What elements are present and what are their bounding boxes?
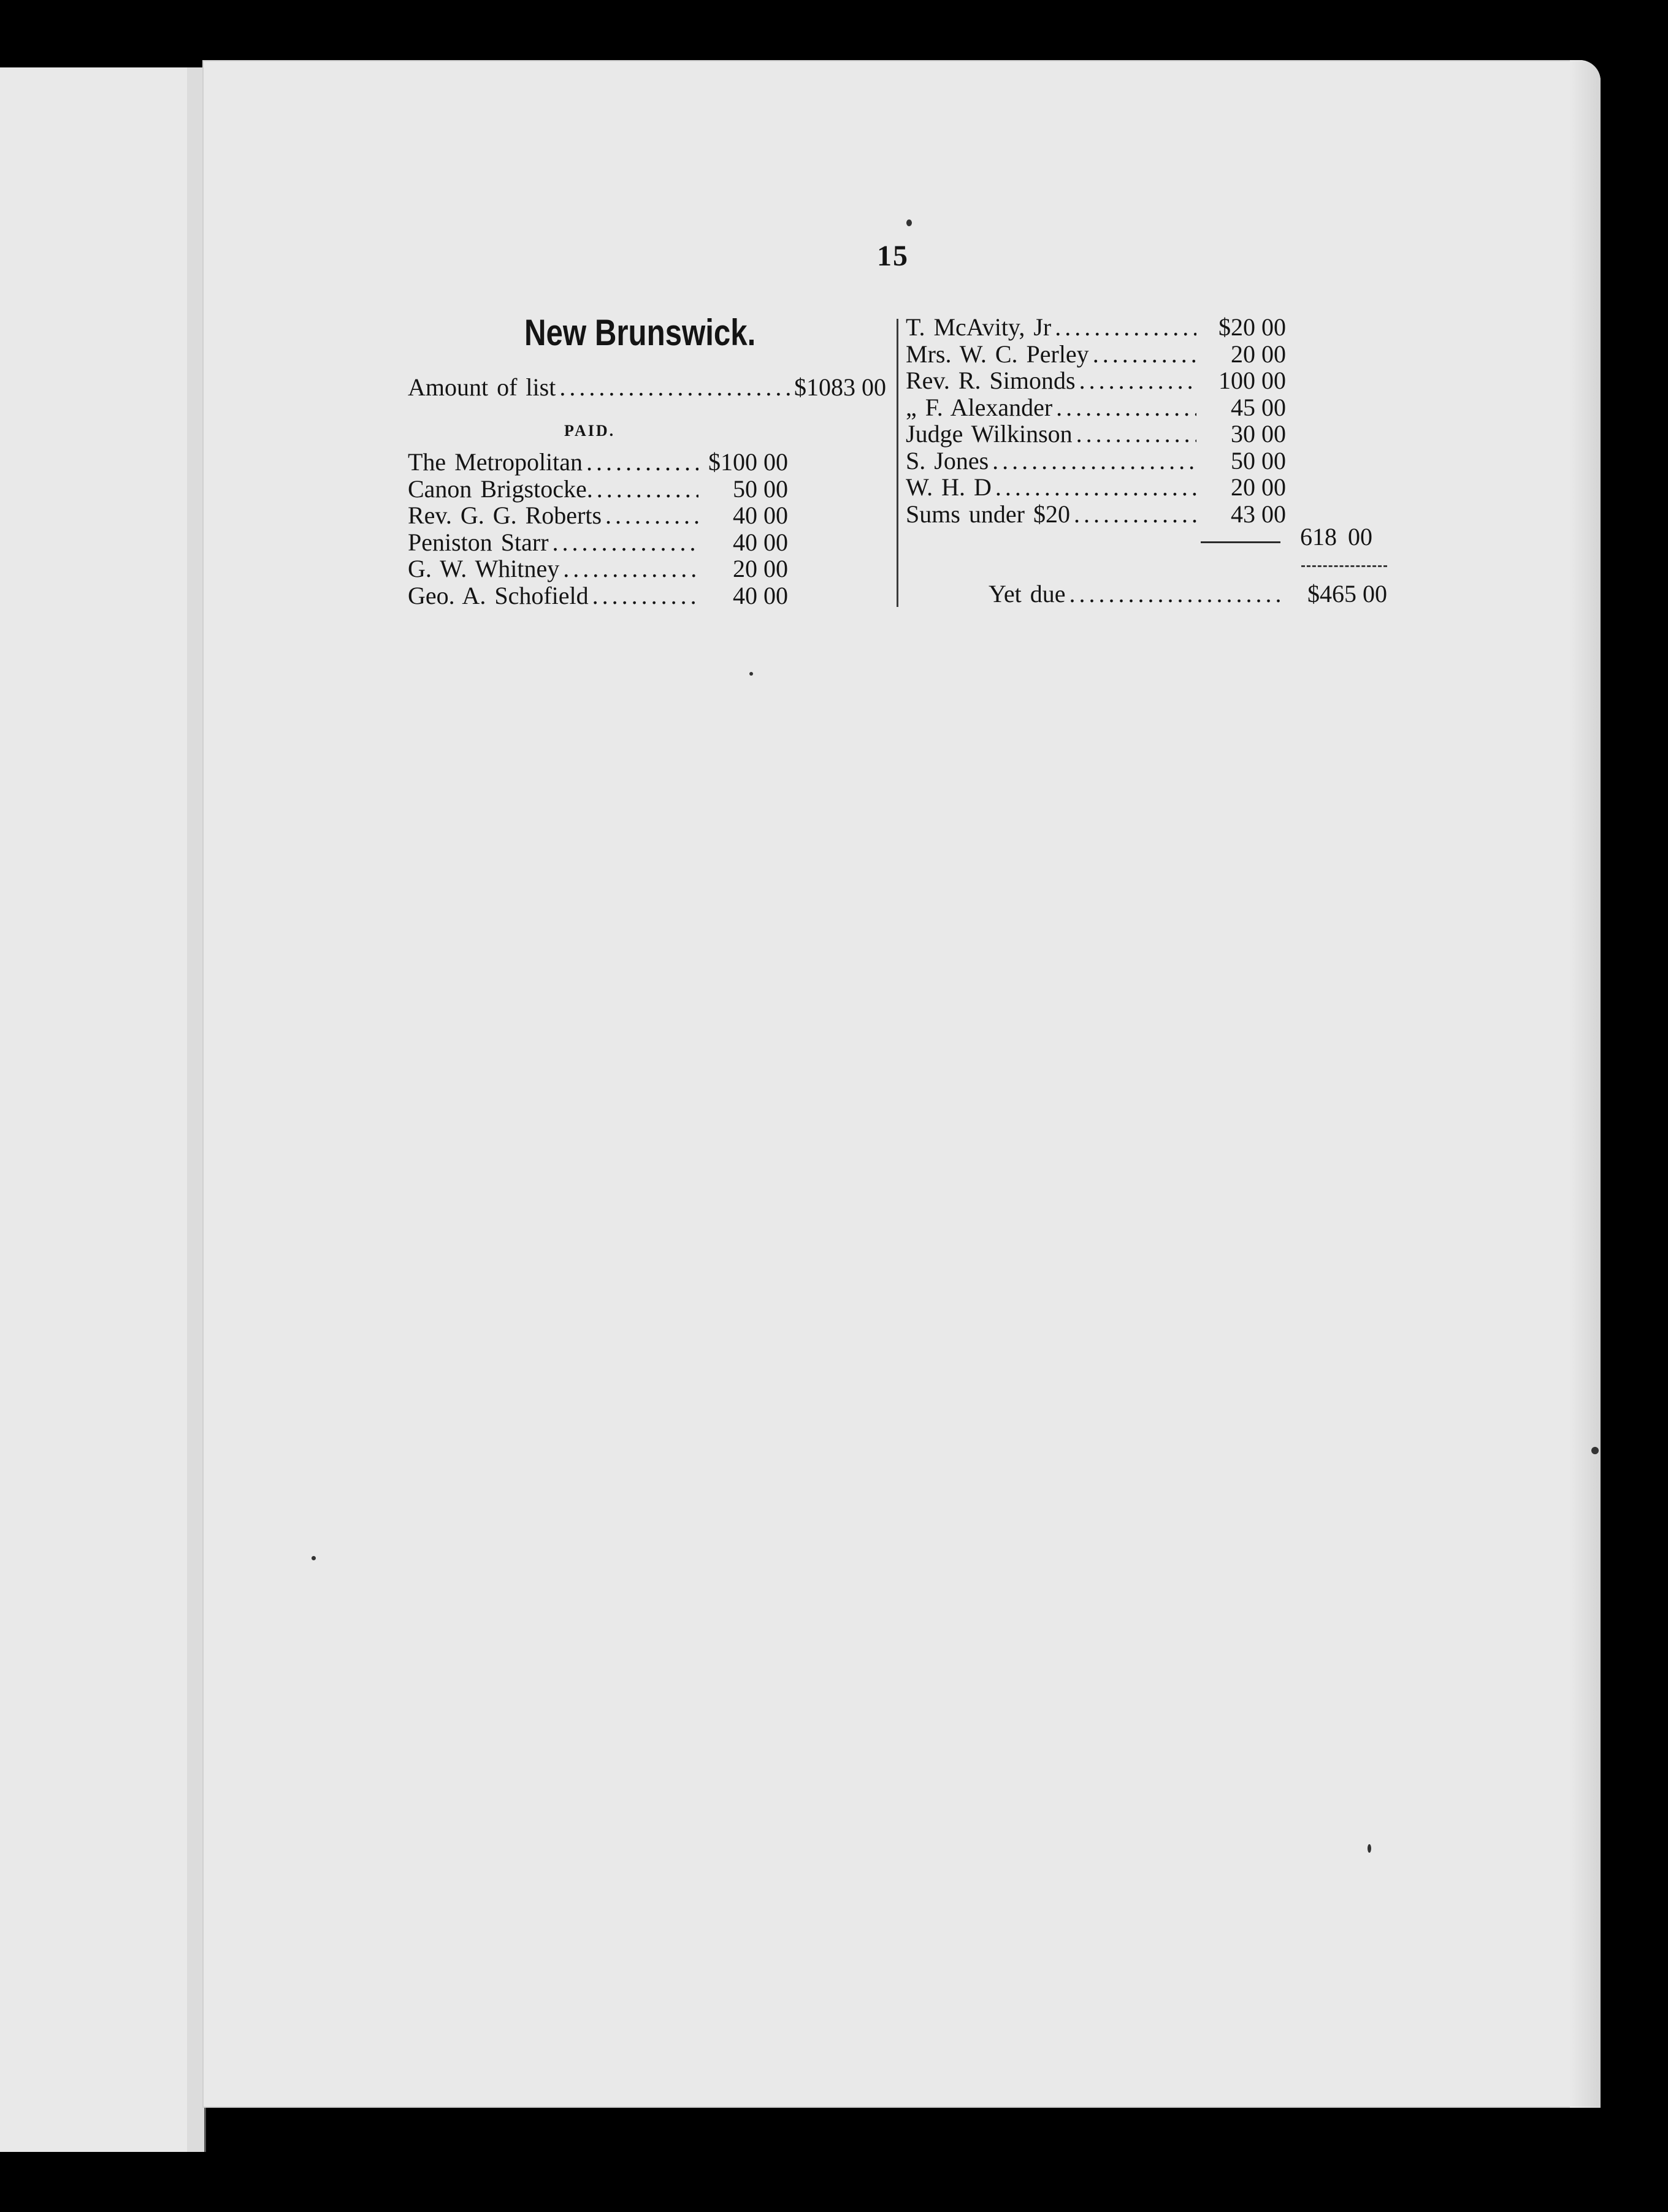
entry-amount: 20 00 (1231, 473, 1286, 501)
amount-of-list-value: $1083 00 (794, 373, 886, 401)
leader-dots (586, 448, 698, 476)
leader-dots (995, 473, 1196, 502)
leader-dots (1055, 313, 1196, 341)
list-item (408, 475, 788, 502)
leader-dots (1079, 366, 1196, 395)
leader-dots (1074, 500, 1196, 528)
yet-due-amount: $465 00 (1307, 580, 1387, 608)
amount-of-list-label: Amount of list (408, 373, 556, 401)
entry-name: Peniston Starr (408, 528, 549, 556)
section-title: New Brunswick. (524, 312, 756, 353)
entry-name: G. W. Whitney (408, 555, 560, 582)
entry-amount: $20 00 (1218, 313, 1286, 341)
right-subscription-list (906, 313, 1286, 526)
leader-dots (1056, 393, 1196, 422)
paid-subtotal: 618 00 (1300, 523, 1372, 551)
leader-dots (592, 581, 698, 610)
facing-page-edge (0, 67, 189, 2152)
list-item (906, 366, 1286, 393)
entry-amount: 50 00 (733, 475, 788, 503)
entry-amount: 45 00 (1231, 393, 1286, 421)
entry-name: W. H. D (906, 473, 992, 501)
leader-dots (559, 373, 790, 402)
entry-amount: 20 00 (733, 555, 788, 582)
list-item (906, 340, 1286, 367)
ink-speck (749, 672, 753, 676)
amount-of-list-line (408, 373, 886, 402)
entry-amount: 100 00 (1218, 367, 1286, 394)
entry-amount: 20 00 (1231, 340, 1286, 368)
entry-name: Rev. R. Simonds (906, 367, 1076, 394)
ink-speck (1368, 1844, 1371, 1853)
list-item (906, 419, 1286, 446)
leader-dots (1069, 579, 1285, 608)
page-number: 15 (877, 240, 909, 272)
entry-name: „ F. Alexander (906, 393, 1053, 421)
yet-due-line (989, 579, 1387, 608)
entry-amount: 30 00 (1231, 420, 1286, 448)
list-item (408, 501, 788, 528)
list-item (408, 448, 788, 475)
entry-name: Canon Brigstocke. (408, 475, 593, 503)
leader-dots (1093, 340, 1196, 368)
leader-dots (605, 501, 698, 530)
entry-amount: 50 00 (1231, 446, 1286, 475)
page-edge-shadow (1570, 60, 1601, 2108)
entry-amount: 40 00 (733, 581, 788, 609)
leader-dots (563, 554, 698, 583)
total-rule (1301, 565, 1387, 567)
list-item (906, 473, 1286, 500)
entry-amount: 40 00 (733, 528, 788, 556)
entry-name: The Metropolitan (408, 448, 583, 476)
leader-dots (1076, 419, 1196, 448)
list-item (408, 581, 788, 608)
left-subscription-list (408, 448, 788, 608)
column-divider (897, 319, 898, 607)
list-item (408, 528, 788, 555)
document-page (202, 60, 1601, 2108)
entry-name: T. McAvity, Jr (906, 313, 1052, 341)
entry-name: Geo. A. Schofield (408, 581, 589, 609)
entry-name: Rev. G. G. Roberts (408, 502, 602, 529)
entry-amount: 43 00 (1231, 500, 1286, 528)
leader-dots (992, 446, 1196, 475)
leader-dots (597, 475, 698, 503)
ink-speck (1591, 1447, 1599, 1454)
ink-speck (312, 1556, 316, 1560)
entry-amount: 40 00 (733, 502, 788, 529)
list-item (906, 393, 1286, 420)
entry-name: S. Jones (906, 446, 989, 475)
list-item (906, 313, 1286, 340)
entry-name: Judge Wilkinson (906, 420, 1073, 448)
ink-speck (906, 219, 912, 226)
yet-due-label: Yet due (989, 580, 1066, 608)
list-item (906, 446, 1286, 473)
subtotal-rule (1201, 541, 1280, 543)
entry-name: Mrs. W. C. Perley (906, 340, 1089, 368)
entry-name: Sums under $20 (906, 500, 1070, 528)
entry-amount: $100 00 (708, 448, 788, 476)
list-item (408, 554, 788, 581)
list-item (906, 500, 1286, 527)
leader-dots (553, 528, 698, 557)
paid-heading: PAID. (564, 422, 616, 440)
